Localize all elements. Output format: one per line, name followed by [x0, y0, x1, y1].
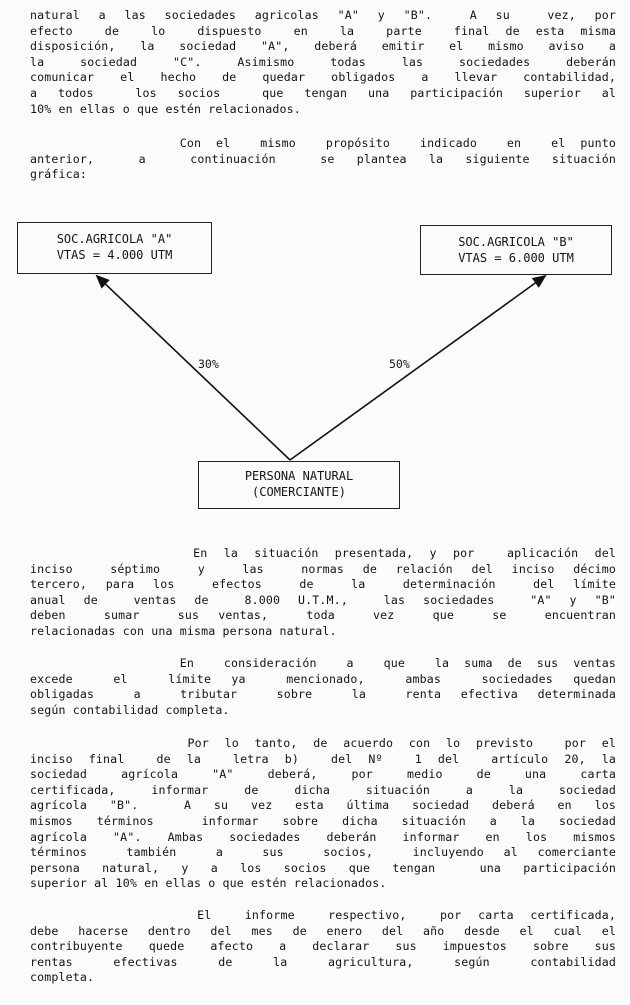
text-line: obligadas a tributar sobre la renta efectiva determinada — [30, 687, 616, 702]
text-line: excede el límite ya mencionado, ambas sociedades quedan — [30, 671, 616, 686]
text-line: deben sumar sus ventas, toda vez que se encuentran — [30, 608, 616, 623]
person-line2: (COMERCIANTE) — [252, 485, 346, 499]
box-soc-agricola-b — [420, 225, 612, 275]
box-a-line2: VTAS = 4.000 UTM — [56, 248, 173, 262]
text-line: la sociedad "C". Asimismo todas las sociedades deberán — [30, 54, 616, 69]
text-line: disposición, la sociedad "A", deberá emitir el mismo aviso a — [30, 39, 616, 54]
paragraph-4 — [30, 656, 616, 718]
text-line: a todos los socios que tengan una participación superior al — [30, 85, 616, 100]
box-b-line2: VTAS = 6.000 UTM — [458, 251, 574, 265]
text-line: contribuyente quede afecto a declarar sus impuestos sobre sus — [30, 939, 616, 954]
text-line: efecto de lo dispuesto en la parte final de esta misma — [30, 23, 616, 38]
text-line: debe hacerse dentro del mes de enero del año desde el cual el — [30, 923, 616, 938]
text-line: comunicar el hecho de quedar obligados a llevar contabilidad, — [30, 70, 616, 85]
box-b-line1: SOC.AGRICOLA "B" — [458, 235, 574, 249]
text-line: persona natural, y a los socios que tengan una participación — [30, 860, 616, 875]
text-line: inciso final de la letra b) del Nº 1 del artículo 20, la — [30, 751, 616, 766]
box-persona-natural — [198, 461, 400, 509]
text-line: En la situación presentada, y por aplicación del — [30, 546, 616, 560]
text-line: superior al 10% en ellas o que estén relacionados. — [30, 876, 387, 891]
text-line: sociedad agrícola "A" deberá, por medio de una carta — [30, 767, 616, 782]
paragraph-3 — [30, 546, 616, 640]
percentage-b: 50% — [389, 357, 410, 371]
text-line: completa. — [30, 970, 95, 985]
paragraph-6 — [30, 908, 616, 986]
text-line: agrícola "A". Ambas sociedades deberán informar en los mismos — [30, 829, 616, 844]
person-line1: PERSONA NATURAL — [244, 469, 354, 483]
box-a-line1: SOC.AGRICOLA "A" — [56, 232, 173, 246]
paragraph-5 — [30, 736, 616, 892]
text-line: 10% en ellas o que estén relacionados. — [30, 101, 301, 116]
percentage-a: 30% — [198, 357, 219, 371]
text-line: términos también a sus socios, incluyendo al comerciante — [30, 845, 616, 860]
text-line: El informe respectivo, por carta certificada, — [30, 908, 616, 922]
text-line: anterior, a continuación se plantea la siguiente situación — [30, 151, 616, 166]
arrow-to-b — [290, 276, 545, 460]
text-line: inciso séptimo y las normas de relación del inciso décimo — [30, 561, 616, 576]
text-line: anual de ventas de 8.000 U.T.M., las sociedades "A" y "B" — [30, 592, 616, 607]
box-soc-agricola-a — [17, 222, 212, 274]
text-line: Por lo tanto, de acuerdo con lo previsto por el — [30, 736, 616, 750]
text-line: agrícola "B". A su vez esta última sociedad deberá en los — [30, 798, 616, 813]
text-line: certificada, informar de dicha situación a la sociedad — [30, 782, 616, 797]
text-line: mismos términos informar sobre dicha situación a la sociedad — [30, 813, 616, 828]
text-line: tercero, para los efectos de la determinación del límite — [30, 577, 616, 592]
text-line: gráfica: — [30, 167, 88, 182]
text-line: según contabilidad completa. — [30, 702, 230, 717]
paragraph-2 — [30, 136, 616, 183]
relationship-diagram — [0, 210, 630, 530]
arrow-to-a — [97, 276, 290, 460]
text-line: relacionadas con una misma persona natural. — [30, 623, 337, 638]
text-line: natural a las sociedades agricolas "A" y "B". A su vez, por — [30, 8, 616, 22]
text-line: rentas efectivas de la agricultura, según contabilidad — [30, 954, 616, 969]
text-line: En consideración a que la suma de sus ventas — [30, 656, 616, 670]
paragraph-1 — [30, 8, 616, 117]
text-line: Con el mismo propósito indicado en el punto — [30, 136, 616, 150]
